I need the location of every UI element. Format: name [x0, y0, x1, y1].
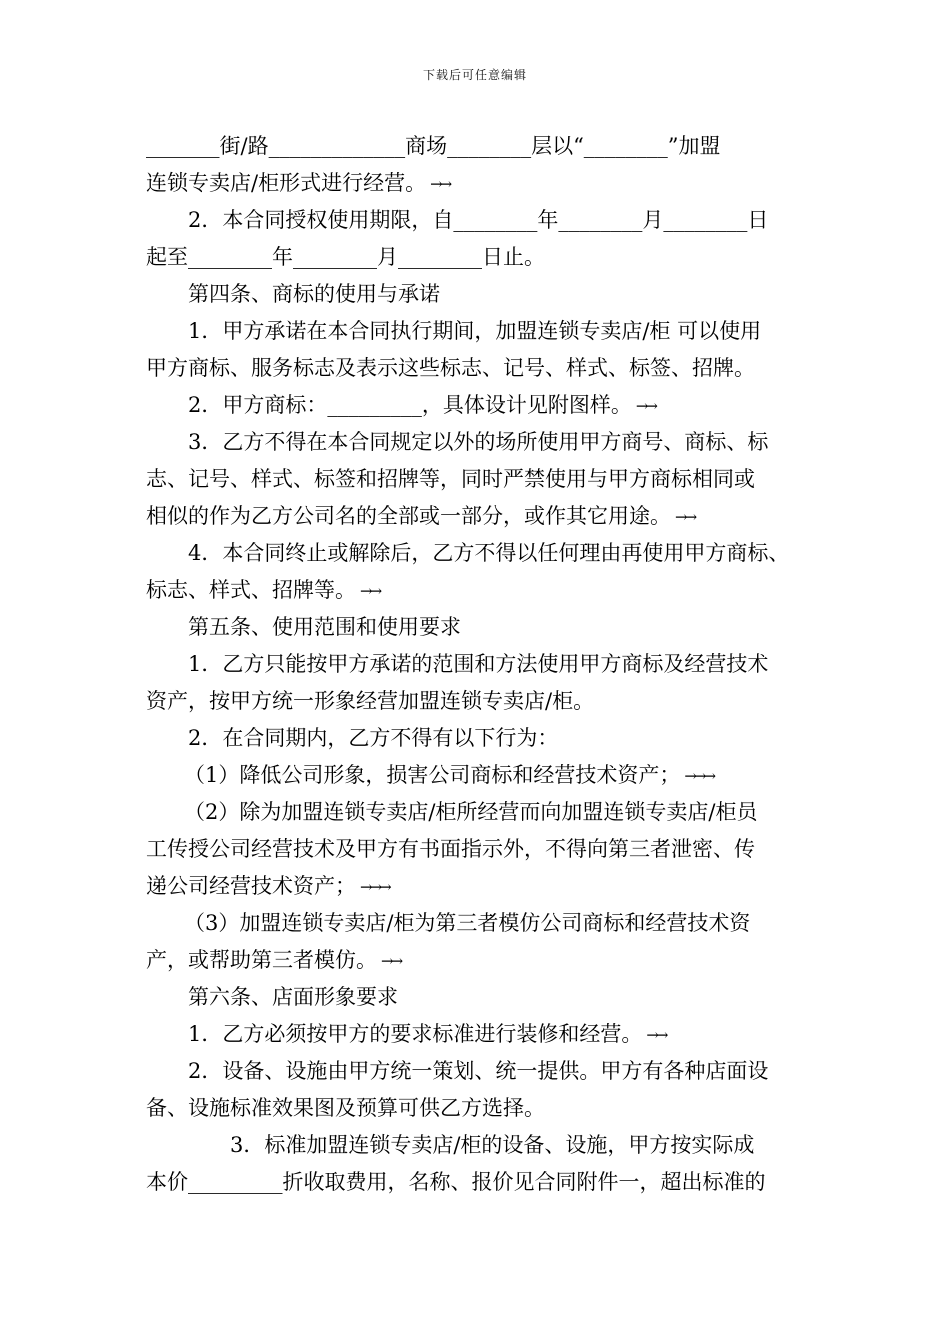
text-line-content: 1．甲方承诺在本合同执行期间，加盟连锁专卖店/柜 可以使用 — [188, 319, 762, 343]
text-line-content: 相似的作为乙方公司名的全部或一部分，或作其它用途。 — [146, 504, 671, 528]
text-line — [146, 1053, 810, 1090]
text-line-content: 3．标准加盟连锁专卖店/柜的设备、设施，甲方按实际成 — [230, 1133, 755, 1157]
contract-body — [146, 128, 810, 1201]
text-line — [146, 387, 810, 424]
text-line — [146, 165, 810, 202]
text-line — [146, 1090, 810, 1127]
text-line — [146, 276, 810, 313]
text-line-content: 第五条、使用范围和使用要求 — [188, 615, 461, 639]
text-line — [146, 128, 810, 165]
text-line-content: （1）降低公司形象，损害公司商标和经营技术资产； — [184, 763, 681, 787]
text-line-content: 3．乙方不得在本合同规定以外的场所使用甲方商号、商标、标 — [188, 430, 769, 454]
text-line-content: 工传授公司经营技术及甲方有书面指示外，不得向第三者泄密、传 — [146, 837, 755, 861]
text-line-content: 2．在合同期内，乙方不得有以下行为： — [188, 726, 559, 750]
text-line — [146, 905, 810, 942]
text-line — [146, 868, 810, 905]
text-line — [146, 1164, 810, 1201]
text-line-content: 1．乙方必须按甲方的要求标准进行装修和经营。 — [188, 1022, 643, 1046]
text-line — [146, 461, 810, 498]
text-line-content: 甲方商标、服务标志及表示这些标志、记号、样式、标签、招牌。 — [146, 356, 755, 380]
text-line — [146, 609, 810, 646]
text-line — [146, 942, 810, 979]
page-header: 下载后可任意编辑 — [422, 68, 527, 82]
text-line-content: 产，或帮助第三者模仿。 — [146, 948, 377, 972]
arrow-mark-icon: →→→ — [360, 878, 389, 896]
text-line — [146, 646, 810, 683]
text-line-content: 连锁专卖店/柜形式进行经营。 — [146, 171, 427, 195]
text-line-content: 本价_________折收取费用，名称、报价见合同附件一，超出标准的 — [146, 1170, 766, 1194]
text-line-content: （2）除为加盟连锁专卖店/柜所经营而向加盟连锁专卖店/柜员 — [184, 800, 758, 824]
arrow-mark-icon: →→ — [381, 952, 401, 970]
text-line-content: 4．本合同终止或解除后，乙方不得以任何理由再使用甲方商标、 — [188, 541, 790, 565]
text-line — [146, 202, 810, 239]
text-line-content: 标志、样式、招牌等。 — [146, 578, 356, 602]
text-line-content: 资产，按甲方统一形象经营加盟连锁专卖店/柜。 — [146, 689, 595, 713]
text-line — [146, 757, 810, 794]
text-line — [146, 1127, 810, 1164]
arrow-mark-icon: →→ — [646, 1026, 666, 1044]
arrow-mark-icon: →→ — [360, 582, 380, 600]
text-line — [146, 683, 810, 720]
text-line-content: 备、设施标准效果图及预算可供乙方选择。 — [146, 1096, 545, 1120]
text-line — [146, 794, 810, 831]
text-line — [146, 239, 810, 276]
text-line-content: （3）加盟连锁专卖店/柜为第三者模仿公司商标和经营技术资 — [184, 911, 751, 935]
text-line — [146, 979, 810, 1016]
text-line — [146, 313, 810, 350]
text-line — [146, 424, 810, 461]
text-line-content: 第四条、商标的使用与承诺 — [188, 282, 440, 306]
arrow-mark-icon: →→ — [635, 397, 655, 415]
text-line — [146, 498, 810, 535]
text-line-content: 第六条、店面形象要求 — [188, 985, 398, 1009]
text-line-content: 2．设备、设施由甲方统一策划、统一提供。甲方有各种店面设 — [188, 1059, 769, 1083]
arrow-mark-icon: →→→ — [684, 767, 714, 785]
text-line-content: 2．甲方商标：_________，具体设计见附图样。 — [188, 393, 632, 417]
text-line — [146, 350, 810, 387]
text-line-content: 起至________年________月________日止。 — [146, 245, 545, 269]
text-line — [146, 1016, 810, 1053]
arrow-mark-icon: →→ — [430, 175, 450, 193]
text-line-content: _______街/路_____________商场________层以“________”加盟 — [146, 134, 721, 158]
text-line-content: 志、记号、样式、标签和招牌等，同时严禁使用与甲方商标相同或 — [146, 467, 755, 491]
text-line-content: 2．本合同授权使用期限，自________年________月________日 — [188, 208, 769, 232]
text-line — [146, 831, 810, 868]
arrow-mark-icon: →→ — [675, 508, 695, 526]
text-line — [146, 535, 810, 572]
text-line-content: 递公司经营技术资产； — [146, 874, 356, 898]
text-line-content: 1．乙方只能按甲方承诺的范围和方法使用甲方商标及经营技术 — [188, 652, 769, 676]
text-line — [146, 572, 810, 609]
text-line — [146, 720, 810, 757]
